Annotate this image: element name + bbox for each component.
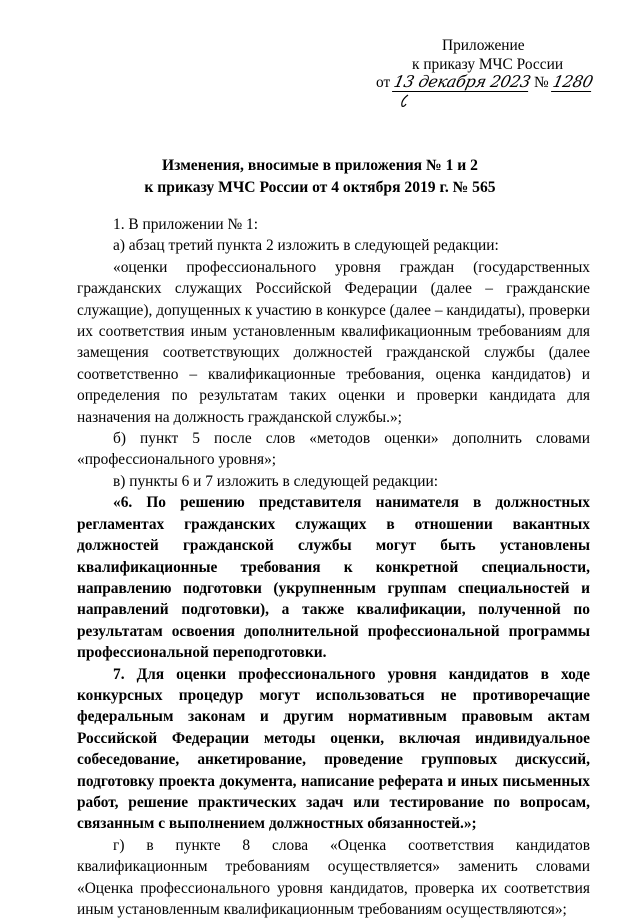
document-body: [77, 214, 590, 920]
appendix-label: Приложение: [442, 37, 525, 54]
document-title: [0, 155, 640, 199]
handwritten-order-date: 13 декабря 2023: [392, 72, 533, 91]
handwritten-stroke-icon: [398, 94, 412, 108]
paragraph-bold: «6. По решению представителя нанимателя в должностных регламентах гражданских служащих в отношении вакантных должностей гражданской службы могут быть установлены квалификационные требования к конкретной специальности, направлению подготовки (укрупненным группам специальностей и направлений подготовки), а также квалификации, полученной по результатам освоения дополнительной профессиональной программы профессиональной переподготовки.: [77, 494, 590, 662]
paragraph: а) абзац третий пункта 2 изложить в следующей редакции:: [113, 237, 499, 255]
paragraph-bold: 7. Для оценки профессионального уровня кандидатов в ходе конкурсных процедур могут использоваться не противоречащие федеральным законам и другим нормативным правовым актам Российской Федерации методы оценки, включая индивидуальное собеседование, анкетирование, проведение групповых дискуссий, подготовку проекта документа, написание реферата и иных письменных работ, решение практических задач или тестирование по вопросам, связанным с выполнением должностных обязанностей.»;: [77, 665, 590, 833]
paragraph: г) в пункте 8 слова «Оценка соответствия кандидатов квалификационным требованиям осуществляется» заменить словами «Оценка профессионального уровня кандидатов, проверка их соответствия иным установленным квалификационным требованиям осуществляются»;: [77, 836, 590, 918]
paragraph: б) пункт 5 после слов «методов оценки» дополнить словами «профессионального уровня»;: [77, 430, 590, 469]
title-line-2: к приказу МЧС России от 4 октября 2019 г. № 565: [144, 179, 496, 196]
from-label: от: [376, 74, 391, 91]
paragraph: 1. В приложении № 1:: [113, 216, 258, 233]
title-line-1: Изменения, вносимые в приложения № 1 и 2: [162, 157, 478, 174]
appendix-block: [412, 36, 564, 74]
paragraph: в) пункты 6 и 7 изложить в следующей редакции:: [113, 472, 439, 490]
handwritten-order-number: 1280: [550, 72, 595, 91]
number-label: №: [534, 74, 549, 91]
appendix-order-ref: к приказу МЧС России: [412, 56, 564, 73]
paragraph: «оценки профессионального уровня граждан (государственных гражданских служащих Российской Федерации (далее – гражданские служащие), допущенных к участию в конкурсе (далее – кандидаты), проверки их соответствия иным установленным квалификационным требованиям для замещения соответствующих должностей гражданской службы (далее соответственно – квалификационные требования, оценка кандидатов) и определения по результатам таких оценки и проверки кандидата для назначения на должность гражданской службы.»;: [77, 258, 590, 426]
